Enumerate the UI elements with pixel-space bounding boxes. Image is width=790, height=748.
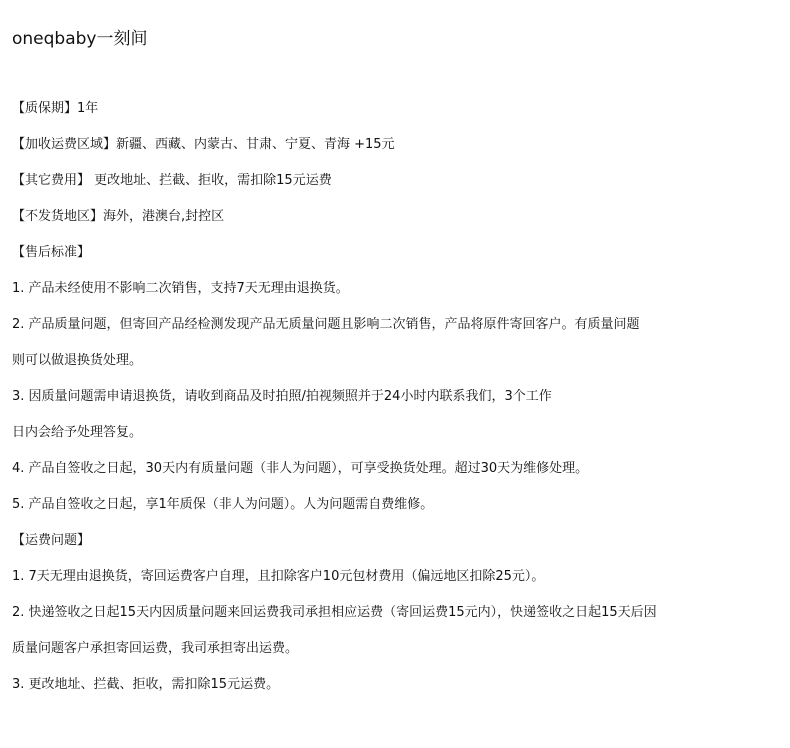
after-sales-item-4-text: 4. 产品自签收之日起，30天内有质量问题（非人为问题），可享受换货处理。超过30天为维修处理。 xyxy=(12,461,589,476)
shipping-issues-label: 【运费问题】 xyxy=(12,533,91,548)
after-sales-label: 【售后标准】 xyxy=(12,245,91,260)
no-delivery-label: 【不发货地区】 xyxy=(12,209,104,224)
other-fees-label: 【其它费用】 xyxy=(12,173,91,188)
warranty-line xyxy=(12,100,98,118)
after-sales-item-5 xyxy=(12,496,433,514)
after-sales-item-3 xyxy=(12,388,552,406)
after-sales-item-5-text: 5. 产品自签收之日起，享1年质保（非人为问题）。人为问题需自费维修。 xyxy=(12,497,434,512)
shipping-item-3 xyxy=(12,676,279,694)
shipping-issues-heading xyxy=(12,532,90,550)
after-sales-item-4 xyxy=(12,460,588,478)
warranty-value: 1年 xyxy=(77,101,99,116)
shipping-item-1 xyxy=(12,568,544,586)
shipping-item-3-text: 3. 更改地址、拦截、拒收，需扣除15元运费。 xyxy=(12,677,280,692)
shipping-item-2-text: 2. 快递签收之日起15天内因质量问题来回运费我司承担相应运费（寄回运费15元内），快递签收之日起15天后因 xyxy=(12,605,657,620)
after-sales-item-3-cont xyxy=(12,424,142,442)
other-fees-line xyxy=(12,172,332,190)
other-fees-value: 更改地址、拦截、拒收，需扣除15元运费 xyxy=(90,173,332,188)
after-sales-item-2 xyxy=(12,316,640,334)
warranty-label: 【质保期】 xyxy=(12,101,78,116)
extra-shipping-line xyxy=(12,136,395,154)
shipping-item-2-cont-text: 质量问题客户承担寄回运费，我司承担寄出运费。 xyxy=(12,641,299,656)
after-sales-heading xyxy=(12,244,90,262)
after-sales-item-1 xyxy=(12,280,349,298)
shipping-item-2-cont xyxy=(12,640,298,658)
extra-shipping-label: 【加收运费区域】 xyxy=(12,137,117,152)
no-delivery-line xyxy=(12,208,224,226)
no-delivery-value: 海外，港澳台,封控区 xyxy=(103,209,225,224)
after-sales-item-2-cont-text: 则可以做退换货处理。 xyxy=(12,353,143,368)
after-sales-item-3-cont-text: 日内会给予处理答复。 xyxy=(12,425,143,440)
page-title: oneqbaby一刻间 xyxy=(12,29,148,49)
shipping-item-1-text: 1. 7天无理由退换货，寄回运费客户自理，且扣除客户10元包材费用（偏远地区扣除25元）。 xyxy=(12,569,545,584)
after-sales-item-2-cont xyxy=(12,352,142,370)
after-sales-item-2-text: 2. 产品质量问题，但寄回产品经检测发现产品无质量问题且影响二次销售，产品将原件寄回客户。有质量问题 xyxy=(12,317,640,332)
extra-shipping-value: 新疆、西藏、内蒙古、甘肃、宁夏、青海 +15元 xyxy=(116,137,395,152)
after-sales-item-1-text: 1. 产品未经使用不影响二次销售，支持7天无理由退换货。 xyxy=(12,281,349,296)
after-sales-item-3-text: 3. 因质量问题需申请退换货，请收到商品及时拍照/拍视频照并于24小时内联系我们，3个工作 xyxy=(12,389,552,404)
shipping-item-2 xyxy=(12,604,657,622)
